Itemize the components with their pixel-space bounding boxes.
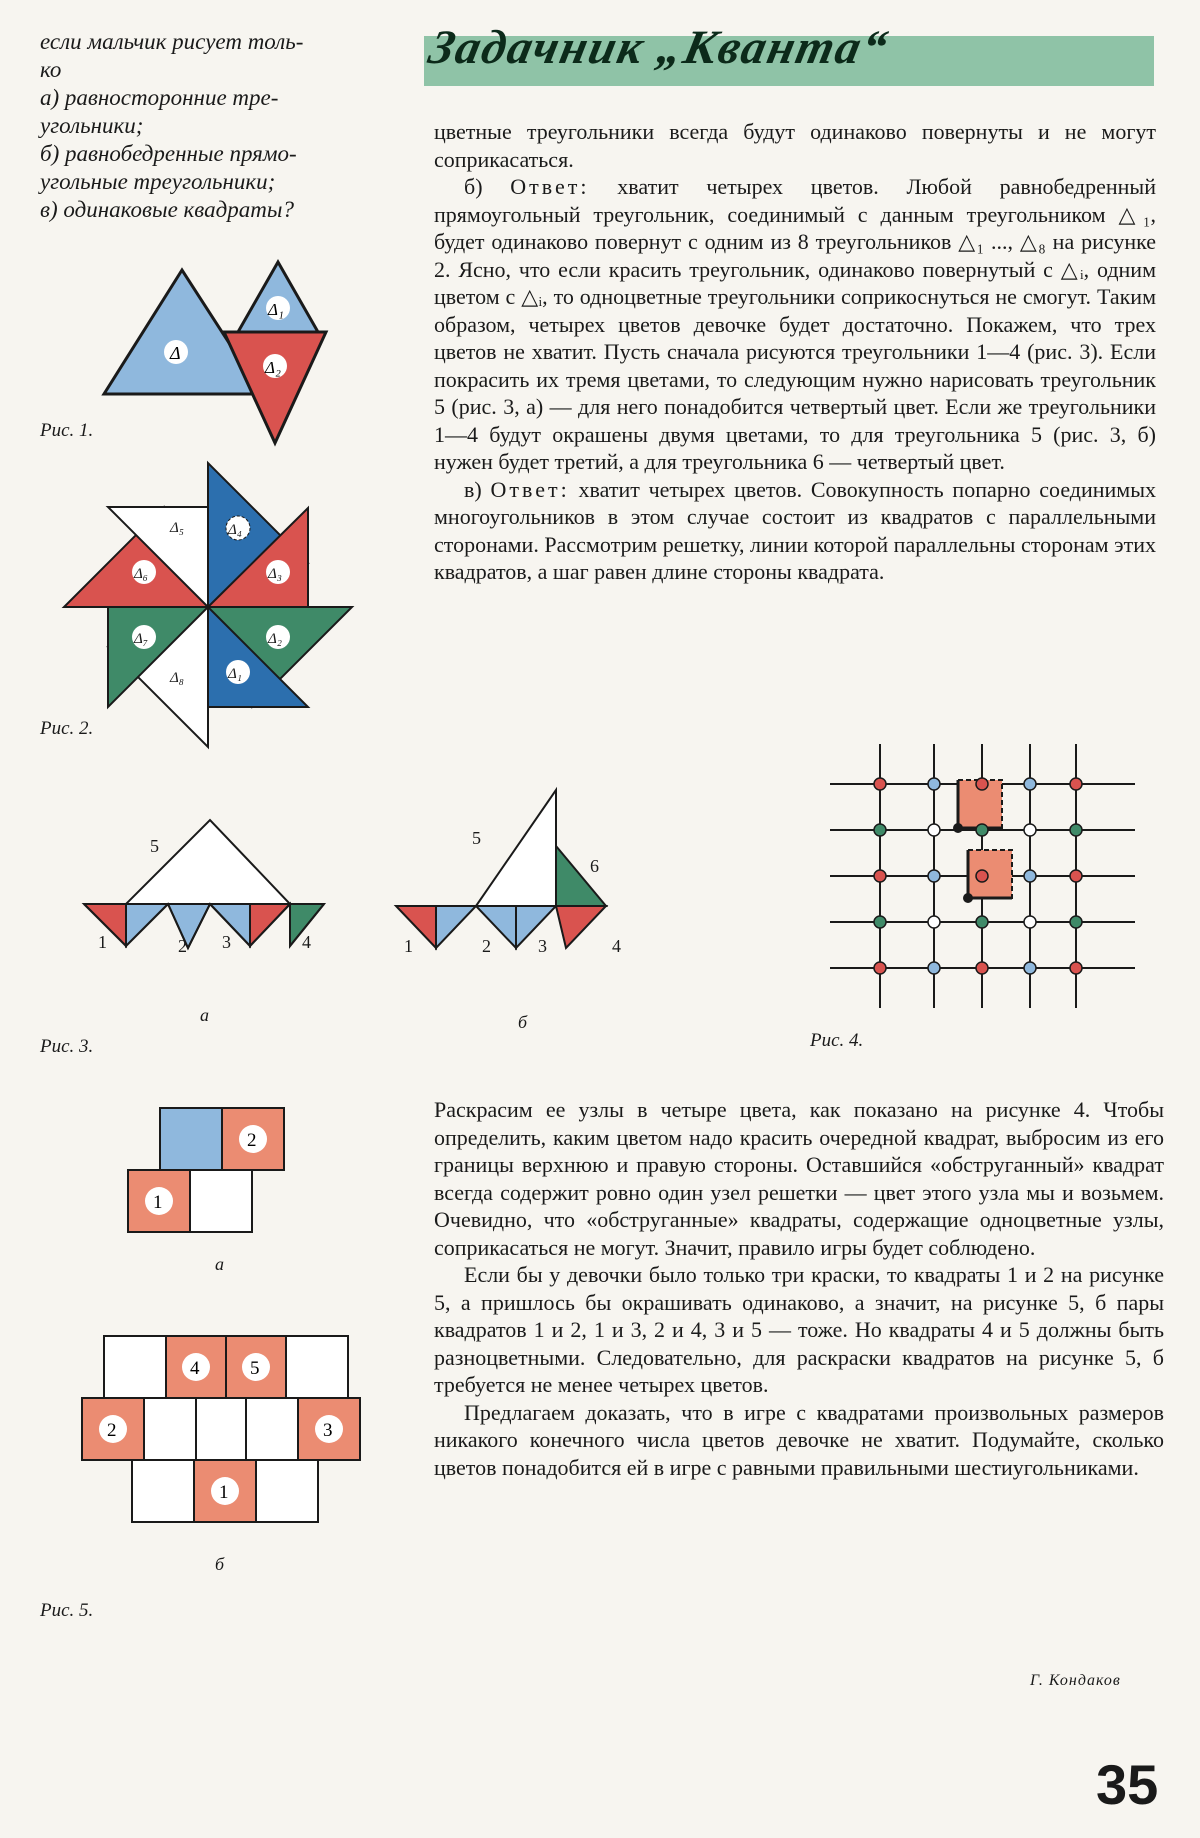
fig3b-label: 6 bbox=[590, 856, 599, 876]
triangle-5 bbox=[476, 790, 556, 906]
figure-5b bbox=[76, 1330, 376, 1530]
triangle-4 bbox=[556, 906, 606, 948]
fig1-caption: Рис. 1. bbox=[40, 420, 94, 441]
fig2-label: Δ₁ bbox=[228, 666, 243, 682]
question-line: в) одинаковые квадраты? bbox=[40, 197, 294, 222]
fig3b-label: 5 bbox=[472, 828, 481, 848]
question-line: угольники; bbox=[40, 113, 144, 138]
fig3a-label: 1 bbox=[98, 932, 107, 952]
square-blue bbox=[160, 1108, 222, 1170]
fig5b-label: 5 bbox=[250, 1358, 260, 1379]
fig1-label: Δ bbox=[170, 343, 181, 363]
paragraph: Если бы у девочки было только три краски, то квадраты 1 и 2 на рисунке 5, а пришлось бы окрашивать одинаково, а значит, на рисунке 5, б пары квадратов 1 и 2, 1 и 3, 2 и 4, 3 и 5 — тоже. Но квадраты 4 и 5 должны быть разноцветными. Следовательно, для раскраски квадратов на рисунке 5, б требуется не менее четырех цветов. bbox=[434, 1262, 1164, 1397]
figure-3a bbox=[70, 808, 340, 978]
bottom-text-block bbox=[434, 1096, 1164, 1481]
top-text-block bbox=[434, 118, 1156, 586]
fig3a-label: 4 bbox=[302, 932, 311, 952]
paragraph: Раскрасим ее узлы в четыре цвета, как показано на рисунке 4. Чтобы определить, каким цветом надо красить очередной квадрат, выбросим из его границы верхнюю и правую стороны. Оставшийся «обструганный» квадрат всегда содержит ровно один узел решетки — цвет этого узла мы и возьмем. Очевидно, что «обструганные» квадраты, содержащие одноцветные узлы, соприкасаться не могут. Значит, правило игры будет соблюдено. bbox=[434, 1097, 1164, 1260]
fig3a-label: 3 bbox=[222, 932, 231, 952]
fig3a-label: 5 bbox=[150, 836, 159, 856]
question-line: угольные треугольники; bbox=[40, 169, 276, 194]
answer-text: хватит четырех цветов. Совокупность попарно соединимых многоугольников в этом случае состоит из квадратов с параллельными сторонами. Рассмотрим решетку, линии которой параллельны сторонам этих квадратов, а шаг равен длине стороны квадрата. bbox=[434, 476, 1157, 584]
fig5b-label: 3 bbox=[323, 1420, 333, 1441]
question-line: если мальчик рисует толь- bbox=[40, 29, 304, 54]
question-text bbox=[40, 28, 390, 224]
item-letter: б) bbox=[464, 174, 511, 199]
page-number: 35 bbox=[1096, 1753, 1159, 1816]
fig3b-sublabel: б bbox=[518, 1012, 528, 1032]
square-lower bbox=[968, 850, 1012, 898]
fig2-label: Δ₂ bbox=[268, 631, 283, 647]
question-line: б) равнобедренные прямо- bbox=[40, 141, 297, 166]
fig2-label: Δ₇ bbox=[134, 631, 149, 647]
fig5a-label: 1 bbox=[153, 1192, 163, 1213]
triangle-6 bbox=[556, 846, 606, 906]
fig5b-label: 1 bbox=[219, 1482, 229, 1503]
fig2-label: Δ₆ bbox=[134, 566, 149, 582]
answer-text: хватит четырех цветов. Любой равнобедренный прямоугольный треугольник, соединимый с данным треугольником △₁, будет одинаково повернут с одним из 8 треугольников △₁ ..., △₈ на рисунке 2. Ясно, что если красить треугольник, одинаково повернутый с △ᵢ, одним цветом с △ᵢ, то одноцветные треугольники соприкоснуться не смогут. Таким образом, четырех цветов девочке будет достаточно. Покажем, что трех цветов не хватит. Пусть сначала рисуются треугольники 1—4 (рис. 3). Если покрасить их тремя цветами, то следующим нужно нарисовать треугольник 5 (рис. 3, а) — для него понадобится четвертый цвет. Если же треугольники 1—4 будут окрашены двумя цветами, то для треугольника 5 (рис. 3, б) нужен будет третий, а для треугольника 6 — четвертый цвет. bbox=[434, 174, 1156, 474]
fig1-label: Δ₂ bbox=[265, 358, 281, 377]
fig2-label: Δ₄ bbox=[228, 522, 243, 538]
fig2-caption: Рис. 2. bbox=[40, 718, 94, 739]
fig3-caption: Рис. 3. bbox=[40, 1036, 94, 1057]
answer-label: Ответ: bbox=[510, 174, 590, 199]
fig4-caption: Рис. 4. bbox=[810, 1030, 864, 1051]
square-empty bbox=[190, 1170, 252, 1232]
fig3b-label: 1 bbox=[404, 936, 413, 956]
triangle-2 bbox=[168, 904, 210, 948]
fig3a-sublabel: а bbox=[200, 1005, 209, 1025]
fig5b-sublabel: б bbox=[215, 1554, 225, 1574]
paragraph bbox=[434, 173, 1156, 476]
fig5b-label: 2 bbox=[107, 1420, 117, 1441]
paragraph: Предлагаем доказать, что в игре с квадратами произвольных размеров никакого конечного числа цветов девочке не хватит. Подумайте, сколько цветов понадобится ей в игре с равными правильными шестиугольниками. bbox=[434, 1399, 1164, 1480]
fig3a-label: 2 bbox=[178, 936, 187, 956]
paragraph: цветные треугольники всегда будут одинаково повернуты и не могут соприкасаться. bbox=[434, 119, 1156, 172]
answer-label: Ответ: bbox=[490, 476, 570, 502]
author: Г. Кондаков bbox=[1030, 1672, 1121, 1689]
fig1-label: Δ₁ bbox=[268, 300, 284, 319]
fig5-caption: Рис. 5. bbox=[40, 1600, 94, 1621]
question-line: ко bbox=[40, 57, 62, 82]
fig2-label: Δ₅ bbox=[170, 520, 185, 536]
fig2-label: Δ₈ bbox=[170, 670, 185, 686]
paragraph bbox=[434, 476, 1156, 586]
fig2-label: Δ₃ bbox=[268, 566, 283, 582]
figure-3b bbox=[390, 780, 650, 980]
figure-2 bbox=[60, 460, 360, 750]
fig3b-label: 4 bbox=[612, 936, 621, 956]
triangle-5 bbox=[126, 820, 290, 904]
fig5a-sublabel: а bbox=[215, 1254, 224, 1274]
figure-5a bbox=[120, 1100, 300, 1240]
fig5a-label: 2 bbox=[247, 1130, 257, 1151]
fig3b-label: 2 bbox=[482, 936, 491, 956]
triangle-1 bbox=[396, 906, 436, 948]
section-title: Задачник „Кванта“ bbox=[424, 21, 894, 74]
figure-1 bbox=[100, 258, 340, 448]
fig3b-label: 3 bbox=[538, 936, 547, 956]
triangle-2 bbox=[436, 906, 476, 948]
triangle-3b bbox=[516, 906, 556, 948]
item-letter: в) bbox=[464, 476, 491, 502]
question-line: а) равносторонние тре- bbox=[40, 85, 279, 110]
fig5b-label: 4 bbox=[190, 1358, 200, 1379]
figure-4 bbox=[830, 740, 1140, 1020]
